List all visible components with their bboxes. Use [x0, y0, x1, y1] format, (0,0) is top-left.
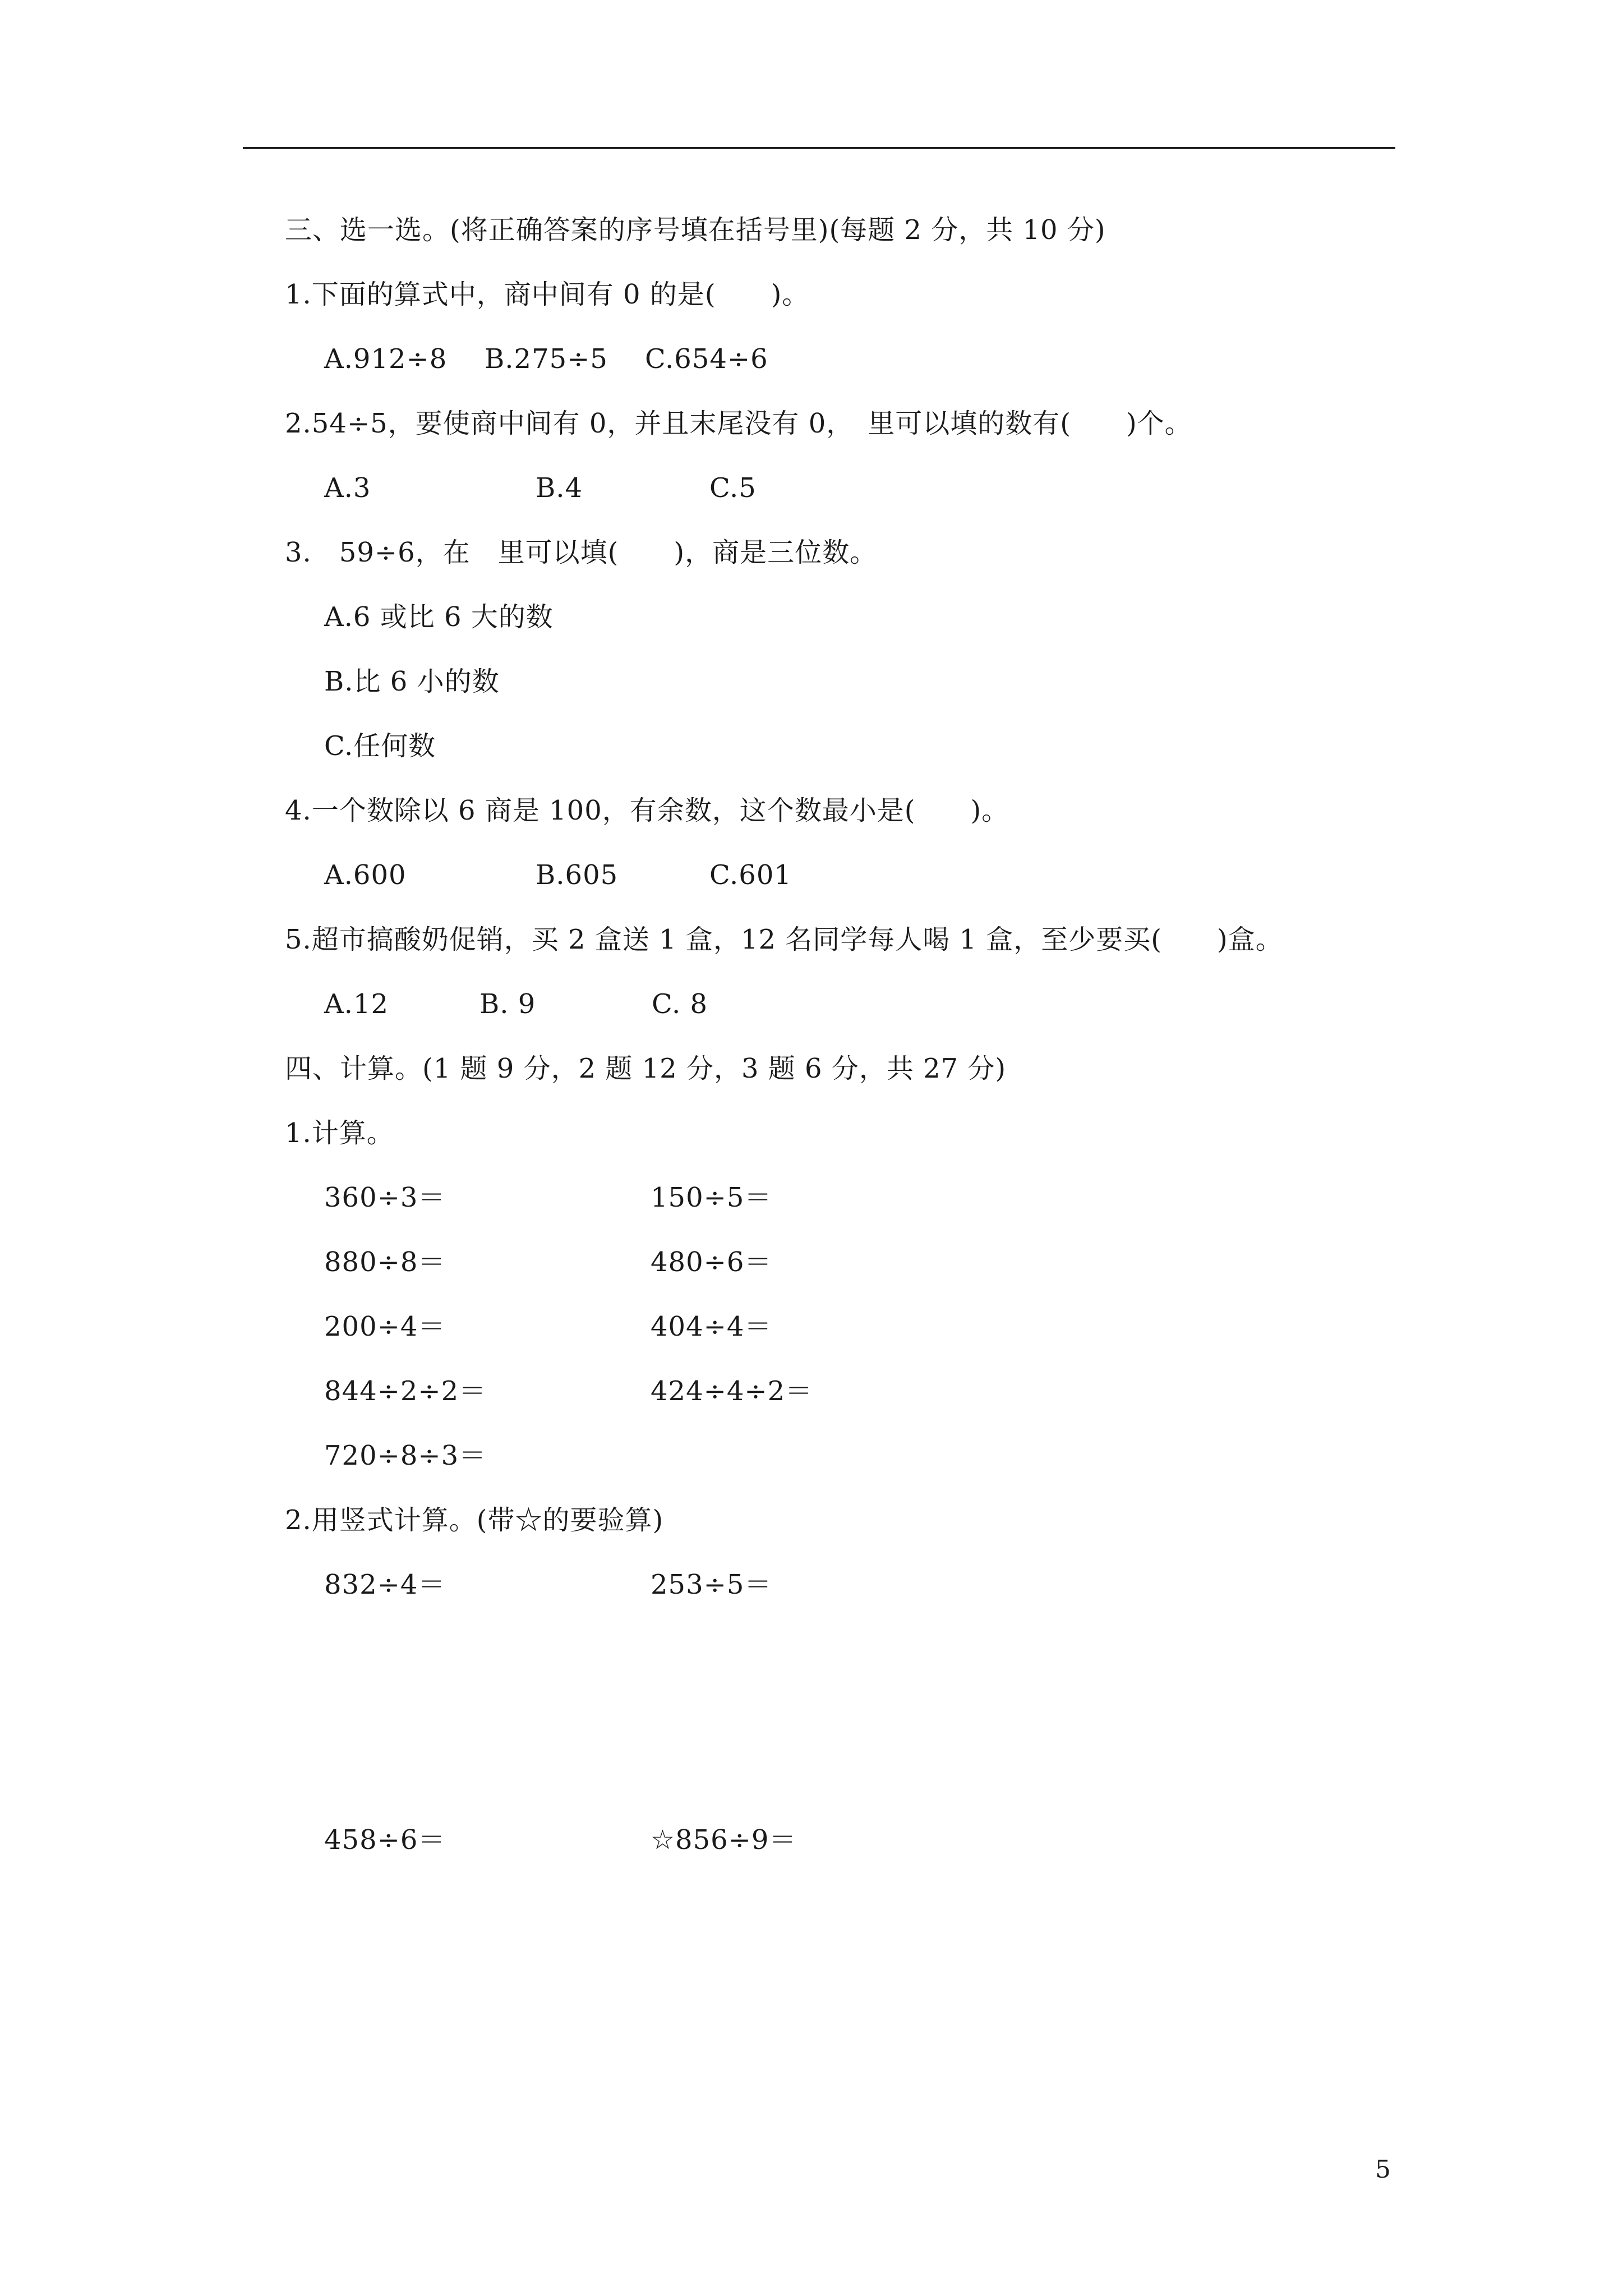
question-1-option-b: B.275÷5 — [485, 343, 608, 375]
question-2-option-c: C.5 — [709, 472, 757, 504]
question-4-option-a: A.600 — [324, 859, 407, 891]
question-4-stem: 4.一个数除以 6 商是 100，有余数，这个数最小是( )。 — [285, 795, 1009, 826]
calc-item: 844÷2÷2＝ — [324, 1375, 487, 1407]
question-1-stem: 1.下面的算式中，商中间有 0 的是( )。 — [285, 279, 810, 310]
vertical-calc-item: ☆856÷9＝ — [651, 1824, 797, 1856]
question-2-option-a: A.3 — [324, 472, 371, 504]
part-2-label: 2.用竖式计算。(带☆的要验算) — [285, 1504, 664, 1536]
question-3-option-b: B.比 6 小的数 — [324, 666, 500, 697]
question-4-option-c: C.601 — [709, 859, 792, 891]
section4-heading: 四、计算。(1 题 9 分，2 题 12 分，3 题 6 分，共 27 分) — [285, 1053, 1007, 1084]
vertical-calc-item: 253÷5＝ — [651, 1569, 772, 1600]
question-3-option-a: A.6 或比 6 大的数 — [324, 601, 554, 633]
question-2-option-b: B.4 — [536, 472, 583, 504]
question-1-option-c: C.654÷6 — [645, 343, 768, 375]
question-4-option-b: B.605 — [536, 859, 619, 891]
calc-item: 720÷8÷3＝ — [324, 1440, 487, 1471]
question-5-option-c: C. 8 — [652, 988, 708, 1020]
calc-item: 200÷4＝ — [324, 1311, 446, 1342]
question-5-option-b: B. 9 — [479, 988, 536, 1020]
section3-heading: 三、选一选。(将正确答案的序号填在括号里)(每题 2 分，共 10 分) — [285, 214, 1106, 246]
question-3-stem: 3. 59÷6，在 里可以填( )，商是三位数。 — [285, 537, 878, 568]
calc-item: 424÷4÷2＝ — [651, 1375, 813, 1407]
calc-item: 360÷3＝ — [324, 1182, 446, 1213]
question-5-option-a: A.12 — [324, 988, 389, 1020]
calc-item: 404÷4＝ — [651, 1311, 772, 1342]
page-number: 5 — [1375, 2155, 1391, 2184]
vertical-calc-item: 832÷4＝ — [324, 1569, 446, 1600]
question-5-stem: 5.超市搞酸奶促销，买 2 盒送 1 盒，12 名同学每人喝 1 盒，至少要买( )盒。 — [285, 924, 1283, 955]
header-rule — [243, 147, 1395, 149]
question-2-stem: 2.54÷5，要使商中间有 0，并且末尾没有 0， 里可以填的数有( )个。 — [285, 408, 1192, 439]
calc-item: 880÷8＝ — [324, 1246, 446, 1278]
question-1-option-a: A.912÷8 — [324, 343, 448, 375]
part-1-label: 1.计算。 — [285, 1117, 394, 1149]
calc-item: 150÷5＝ — [651, 1182, 772, 1213]
calc-item: 480÷6＝ — [651, 1246, 772, 1278]
vertical-calc-item: 458÷6＝ — [324, 1824, 446, 1856]
question-3-option-c: C.任何数 — [324, 730, 436, 762]
